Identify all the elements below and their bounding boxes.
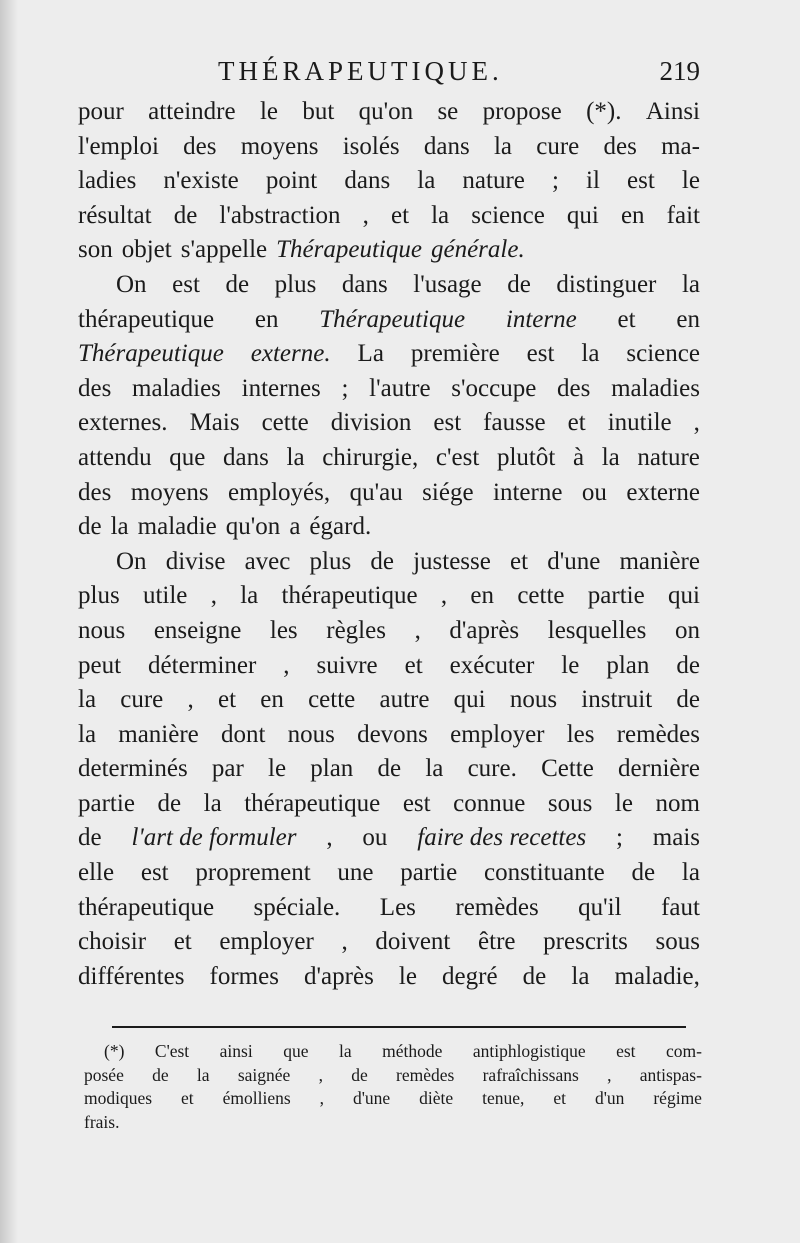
footnote-line: modiques et émolliens , d'une diète tenue, et d'un régime	[84, 1088, 702, 1108]
text-line: différentes formes d'après le degré de la maladie,	[78, 962, 700, 990]
text-line: la manière dont nous devons employer les remèdes	[78, 720, 700, 748]
page-number: 219	[659, 56, 700, 86]
text-line: On est de plus dans l'usage de distinguer la	[116, 270, 700, 298]
text-line: determinés par le plan de la cure. Cette dernière	[78, 755, 700, 783]
text-line: peut déterminer , suivre et exécuter le plan de	[78, 651, 700, 679]
text-line: On divise avec plus de justesse et d'une manière	[116, 547, 700, 575]
text-line: ladies n'existe point dans la nature ; il est le	[78, 167, 700, 195]
body-text	[78, 95, 700, 994]
page-edge-shadow	[0, 0, 18, 1243]
text-line: externes. Mais cette division est fausse et inutile ,	[78, 409, 700, 437]
text-line: son objet s'appelle Thérapeutique générale.	[78, 236, 525, 264]
running-head	[78, 52, 700, 92]
text-line: thérapeutique en Thérapeutique interne et en	[78, 305, 700, 333]
footnote-line: frais.	[84, 1111, 120, 1132]
running-title: THÉRAPEUTIQUE.	[218, 56, 503, 86]
text-line: Thérapeutique externe. La première est la science	[78, 340, 700, 368]
text-line: des moyens employés, qu'au siége interne ou externe	[78, 478, 700, 506]
text-line: partie de la thérapeutique est connue sous le nom	[78, 789, 700, 817]
text-line: nous enseigne les règles , d'après lesquelles on	[78, 616, 700, 644]
text-line: de l'art de formuler , ou faire des recettes ; mais	[78, 824, 700, 852]
text-line: plus utile , la thérapeutique , en cette partie qui	[78, 582, 700, 610]
text-line: résultat de l'abstraction , et la science qui en fait	[78, 201, 700, 229]
text-line: des maladies internes ; l'autre s'occupe des maladies	[78, 374, 700, 402]
text-line: thérapeutique spéciale. Les remèdes qu'il faut	[78, 893, 700, 921]
text-line: de la maladie qu'on a égard.	[78, 513, 372, 541]
text-line: attendu que dans la chirurgie, c'est plutôt à la nature	[78, 443, 700, 471]
footnote	[84, 1040, 702, 1134]
text-line: elle est proprement une partie constituante de la	[78, 859, 700, 887]
footnote-line: posée de la saignée , de remèdes rafraîchissans , antispas-	[84, 1064, 702, 1085]
footnote-line: (*) C'est ainsi que la méthode antiphlogistique est com-	[104, 1041, 702, 1061]
text-line: la cure , et en cette autre qui nous instruit de	[78, 686, 700, 714]
text-line: l'emploi des moyens isolés dans la cure des ma-	[78, 132, 700, 160]
footnote-rule	[112, 1026, 686, 1028]
text-line: pour atteindre le but qu'on se propose (*). Ainsi	[78, 98, 700, 125]
text-line: choisir et employer , doivent être prescrits sous	[78, 928, 700, 956]
